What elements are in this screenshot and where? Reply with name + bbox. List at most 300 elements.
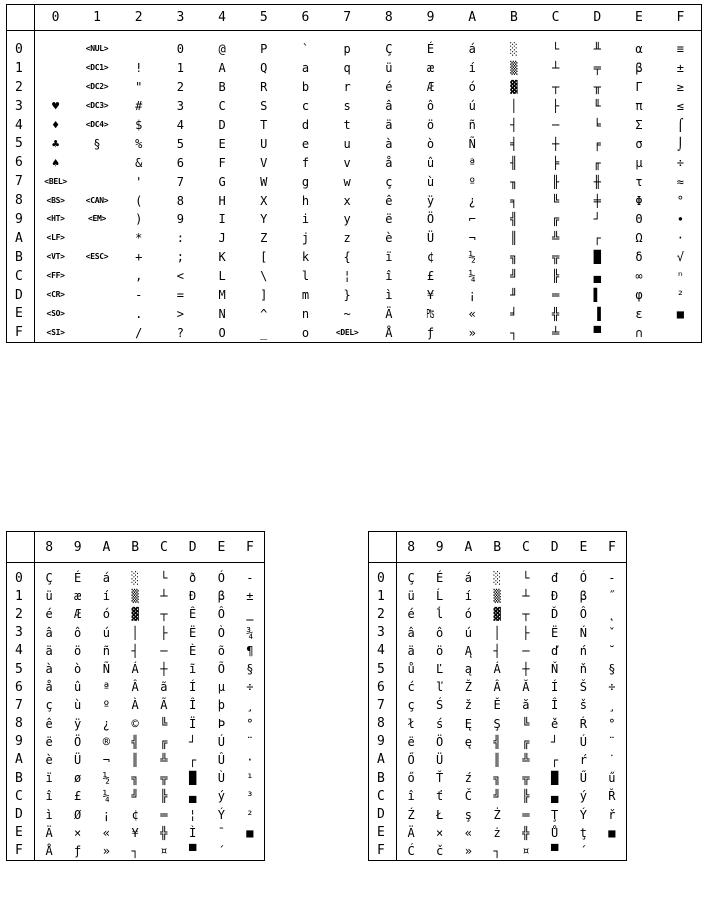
char-cell: ć: [407, 680, 415, 695]
char-cell: >: [176, 306, 185, 321]
char-cell: [598, 842, 627, 861]
char-cell: I: [218, 212, 226, 227]
char-cell: ): [135, 212, 143, 227]
char-cell: ŕ: [579, 752, 587, 767]
column-header: A: [454, 532, 483, 563]
table-row: [7, 210, 702, 229]
table-row: [369, 842, 627, 861]
corner-cell: [369, 532, 397, 563]
char-cell: ń: [579, 643, 587, 658]
char-cell: H: [218, 193, 226, 208]
table-row: [7, 59, 702, 78]
char-cell: O: [218, 325, 226, 340]
column-header: F: [660, 5, 702, 31]
char-cell: »: [102, 843, 110, 858]
char-cell: ▒: [131, 589, 139, 604]
char-cell: g: [301, 174, 310, 189]
char-cell: β: [635, 61, 643, 76]
row-header: 7: [369, 696, 397, 714]
char-cell: ╚: [551, 193, 560, 208]
char-cell: c: [301, 99, 310, 114]
table-row: [7, 116, 702, 135]
row-header: 4: [369, 642, 397, 660]
char-cell: x: [343, 193, 351, 208]
column-header: E: [569, 532, 598, 563]
char-cell: à: [385, 136, 393, 151]
char-cell: ˇ: [608, 625, 616, 640]
row-header: A: [7, 229, 35, 248]
char-cell: ˝: [608, 589, 616, 604]
table-row: [7, 642, 265, 660]
char-cell: %: [135, 136, 143, 151]
char-cell: ┌: [189, 752, 197, 767]
char-cell: ≥: [676, 80, 685, 95]
char-cell: ö: [436, 643, 444, 658]
char-cell: <ESC>: [85, 252, 109, 262]
char-cell: ': [135, 174, 143, 189]
char-cell: ¸: [246, 698, 254, 713]
char-cell: ╨: [593, 42, 601, 57]
char-cell: Ť: [436, 771, 444, 786]
char-cell: Ç: [45, 571, 53, 586]
char-cell: <: [176, 269, 185, 284]
char-cell: ˙: [608, 752, 616, 767]
char-cell: â: [385, 99, 393, 114]
column-header: 9: [63, 532, 92, 563]
char-cell: q: [343, 61, 351, 76]
char-cell: ╪: [593, 193, 601, 208]
table-row: [7, 824, 265, 842]
char-cell: ╫: [593, 174, 601, 189]
char-cell: Þ: [217, 716, 225, 731]
char-cell: Ń: [579, 625, 587, 640]
char-cell: ╗: [131, 771, 139, 786]
char-cell: E: [218, 136, 226, 151]
table-row: [7, 286, 702, 305]
char-cell: Ü: [74, 752, 82, 767]
char-cell: ╣: [131, 734, 139, 749]
char-cell: ▄: [551, 789, 559, 804]
char-cell: 9: [176, 212, 185, 227]
char-cell: Ě: [493, 698, 501, 713]
row-header: C: [369, 787, 397, 805]
char-cell: ┬: [551, 80, 560, 95]
char-cell: #: [135, 99, 143, 114]
char-cell: <DC1>: [85, 63, 109, 73]
char-cell: Ą: [464, 643, 472, 658]
char-cell: ø: [74, 771, 82, 786]
char-cell: !: [135, 61, 143, 76]
char-cell: <SO>: [46, 308, 65, 318]
char-cell: Æ: [426, 80, 435, 95]
char-cell: ý: [217, 789, 225, 804]
char-cell: ├: [160, 625, 168, 640]
char-cell: ¤: [160, 843, 168, 858]
header-row: [7, 5, 702, 31]
table-row: [369, 824, 627, 842]
char-cell: φ: [635, 288, 643, 303]
char-cell: Ţ: [551, 807, 559, 822]
char-cell: ×: [74, 825, 82, 840]
table-row: [369, 660, 627, 678]
char-cell: @: [218, 42, 226, 57]
char-cell: p: [343, 42, 351, 57]
column-header: B: [493, 5, 535, 31]
char-cell: è: [385, 231, 393, 246]
char-cell: â: [45, 625, 53, 640]
char-cell: (: [135, 193, 143, 208]
char-cell: ▌: [593, 288, 601, 303]
column-header: D: [540, 532, 569, 563]
char-cell: Ç: [385, 42, 393, 57]
column-header: E: [618, 5, 660, 31]
row-header: 6: [7, 678, 35, 696]
row-header: 1: [7, 587, 35, 605]
char-cell: n: [301, 306, 310, 321]
row-header: D: [7, 805, 35, 823]
char-cell: î: [385, 269, 393, 284]
char-cell: ─: [522, 643, 530, 658]
char-cell: ┬: [160, 607, 168, 622]
char-cell: Ü: [426, 231, 435, 246]
char-cell: ê: [385, 193, 393, 208]
char-cell: ─: [160, 643, 168, 658]
table-row: [7, 563, 265, 588]
char-cell: ╙: [593, 99, 601, 114]
char-cell: ó: [464, 607, 472, 622]
char-cell: m: [301, 288, 310, 303]
char-cell: æ: [74, 589, 82, 604]
char-cell: Ã: [160, 698, 168, 713]
table-row: [7, 323, 702, 342]
char-cell: Ú: [579, 734, 587, 749]
char-cell: ▀: [593, 325, 601, 340]
char-cell: .: [135, 306, 143, 321]
char-cell: β: [579, 589, 587, 604]
char-cell: ù: [426, 174, 435, 189]
char-cell: Ä: [45, 825, 53, 840]
char-cell: ╩: [160, 752, 168, 767]
char-cell: ■: [608, 825, 616, 840]
char-cell: [76, 304, 118, 323]
char-cell: <BS>: [46, 195, 65, 205]
char-cell: Â: [131, 680, 139, 695]
row-header: F: [7, 842, 35, 861]
char-cell: ê: [45, 716, 53, 731]
char-cell: ╤: [593, 61, 601, 76]
char-cell: ╕: [510, 193, 518, 208]
char-cell: [35, 31, 77, 59]
row-header: C: [7, 267, 35, 286]
char-cell: <CAN>: [85, 195, 109, 205]
code-page-table-a: [6, 531, 265, 861]
char-cell: Ñ: [102, 662, 110, 677]
char-cell: Õ: [217, 662, 225, 677]
char-cell: ┌: [551, 752, 559, 767]
char-cell: <SI>: [46, 327, 65, 337]
row-header: 6: [7, 153, 35, 172]
char-cell: ╗: [493, 771, 501, 786]
char-cell: ;: [176, 250, 185, 265]
char-cell: ╞: [551, 155, 560, 170]
char-cell: í: [468, 61, 476, 76]
char-cell: █: [593, 250, 601, 265]
char-cell: ĺ: [436, 607, 444, 622]
char-cell: [35, 78, 77, 97]
char-cell: █: [551, 771, 559, 786]
char-cell: å: [385, 155, 393, 170]
char-cell: Φ: [635, 193, 643, 208]
char-cell: ╧: [551, 325, 560, 340]
char-cell: +: [135, 250, 143, 265]
char-cell: █: [189, 771, 197, 786]
char-cell: Æ: [74, 607, 82, 622]
char-cell: ╣: [510, 212, 518, 227]
char-cell: ▓: [131, 607, 139, 622]
char-cell: ÷: [676, 155, 685, 170]
char-cell: Q: [260, 61, 268, 76]
char-cell: Đ: [551, 589, 559, 604]
char-cell: ˛: [608, 607, 616, 622]
char-cell: w: [343, 174, 351, 189]
char-cell: ƒ: [426, 325, 435, 340]
char-cell: √: [676, 250, 685, 265]
char-cell: ╠: [522, 789, 530, 804]
char-cell: č: [436, 843, 444, 858]
char-cell: Đ: [189, 589, 197, 604]
char-cell: ┼: [522, 662, 530, 677]
char-cell: ę: [464, 734, 472, 749]
char-cell: û: [74, 680, 82, 695]
char-cell: ▓: [493, 607, 501, 622]
char-cell: ┴: [160, 589, 168, 604]
table-row: [7, 751, 265, 769]
char-cell: ½: [468, 250, 476, 265]
char-cell: ≈: [676, 174, 685, 189]
char-cell: ∞: [635, 269, 643, 284]
char-cell: ε: [635, 306, 643, 321]
char-cell: í: [102, 589, 110, 604]
char-cell: <LF>: [46, 233, 65, 243]
char-cell: -: [246, 571, 254, 586]
char-cell: ©: [131, 716, 139, 731]
char-cell: τ: [635, 174, 643, 189]
char-cell: [76, 267, 118, 286]
char-cell: á: [468, 42, 476, 57]
char-cell: z: [343, 231, 351, 246]
char-cell: £: [426, 269, 435, 284]
char-cell: <DC3>: [85, 101, 109, 111]
char-cell: Î: [189, 698, 197, 713]
column-header: A: [451, 5, 493, 31]
char-cell: ╠: [551, 269, 560, 284]
char-cell: ♦: [51, 118, 60, 132]
char-cell: «: [102, 825, 110, 840]
char-cell: ╚: [160, 716, 168, 731]
row-header: E: [7, 824, 35, 842]
column-header: C: [150, 532, 179, 563]
char-cell: ş: [464, 807, 472, 822]
char-cell: ⌐: [468, 212, 476, 227]
char-cell: ½: [102, 771, 110, 786]
char-cell: Ü: [436, 752, 444, 767]
column-header: C: [535, 5, 577, 31]
char-cell: Ô: [217, 607, 225, 622]
char-cell: º: [102, 698, 110, 713]
char-cell: Ž: [464, 680, 472, 695]
row-header: A: [7, 751, 35, 769]
char-cell: ": [135, 80, 143, 95]
row-header: 2: [7, 78, 35, 97]
char-cell: ó: [102, 607, 110, 622]
char-cell: ô: [436, 625, 444, 640]
char-cell: \: [260, 269, 268, 284]
char-cell: é: [385, 80, 393, 95]
char-cell: S: [260, 99, 268, 114]
char-cell: ý: [579, 789, 587, 804]
char-cell: ô: [426, 99, 435, 114]
char-cell: ÿ: [74, 716, 82, 731]
char-cell: ╟: [551, 174, 560, 189]
corner-cell: [7, 532, 35, 563]
char-cell: ╬: [551, 306, 560, 321]
row-header: D: [369, 805, 397, 823]
char-cell: <NUL>: [85, 44, 109, 54]
char-cell: ²: [676, 288, 685, 303]
char-cell: ♥: [51, 99, 60, 114]
row-header: 5: [369, 660, 397, 678]
code-page-table-b: [368, 531, 627, 861]
row-header: B: [7, 248, 35, 267]
column-header: E: [207, 532, 236, 563]
char-cell: æ: [426, 61, 435, 76]
char-cell: ±: [246, 589, 254, 604]
char-cell: Ω: [635, 231, 643, 246]
table-row: [369, 715, 627, 733]
char-cell: ú: [102, 625, 110, 640]
char-cell: B: [218, 80, 226, 95]
table-row: [7, 696, 265, 714]
char-cell: ¤: [522, 843, 530, 858]
char-cell: ð: [189, 571, 197, 586]
char-cell: Č: [464, 789, 472, 804]
char-cell: i: [301, 212, 310, 227]
column-header: D: [576, 5, 618, 31]
char-cell: Ï: [189, 716, 197, 731]
char-cell: ô: [74, 625, 82, 640]
char-cell: Θ: [635, 212, 643, 227]
char-cell: ÷: [608, 680, 616, 695]
char-cell: C: [218, 99, 226, 114]
char-cell: ³: [246, 789, 254, 804]
char-cell: ╝: [131, 789, 139, 804]
char-cell: ç: [407, 698, 415, 713]
char-cell: °: [608, 716, 616, 731]
char-cell: Ø: [74, 807, 82, 822]
char-cell: j: [301, 231, 310, 246]
char-cell: µ: [217, 680, 225, 695]
char-cell: Ò: [217, 625, 225, 640]
corner-cell: [7, 5, 35, 31]
char-cell: ┤: [493, 643, 501, 658]
char-cell: Ň: [551, 662, 559, 677]
char-cell: │: [493, 625, 501, 640]
char-cell: V: [260, 155, 268, 170]
char-cell: <HT>: [46, 214, 65, 224]
row-header: 0: [7, 31, 35, 59]
char-cell: Ý: [217, 807, 225, 822]
char-cell: &: [135, 155, 143, 170]
char-cell: ·: [246, 752, 254, 767]
char-cell: Ř: [608, 789, 616, 804]
char-cell: ü: [385, 61, 393, 76]
char-cell: ├: [522, 625, 530, 640]
char-cell: ┤: [131, 643, 139, 658]
char-cell: Γ: [635, 80, 643, 95]
char-cell: <DC4>: [85, 120, 109, 129]
char-cell: º: [468, 174, 476, 189]
table-row: [7, 229, 702, 248]
char-cell: õ: [217, 643, 225, 658]
char-cell: Ý: [579, 807, 587, 822]
table-row: [369, 733, 627, 751]
char-cell: ╘: [593, 118, 601, 132]
char-cell: Í: [189, 680, 197, 695]
table-row: [7, 787, 265, 805]
table-row: [7, 248, 702, 267]
table-row: [7, 733, 265, 751]
char-cell: [76, 172, 118, 191]
char-cell: î: [407, 789, 415, 804]
row-header: F: [7, 323, 35, 342]
char-cell: <CR>: [46, 290, 65, 300]
char-cell: ▐: [593, 306, 601, 321]
row-header: 2: [7, 605, 35, 623]
table-row: [7, 78, 702, 97]
char-cell: ì: [45, 807, 53, 822]
code-page-table-main: [6, 4, 702, 343]
char-cell: ║: [131, 752, 139, 767]
char-cell: [236, 842, 265, 861]
char-cell: ▄: [189, 789, 197, 804]
char-cell: Ö: [426, 212, 435, 227]
char-cell: Ì: [189, 825, 197, 840]
char-cell: ¼: [468, 269, 476, 284]
char-cell: 3: [176, 99, 185, 114]
char-cell: $: [135, 118, 143, 132]
char-cell: 8: [176, 193, 185, 208]
char-cell: <BEL>: [44, 176, 67, 186]
char-cell: Ö: [436, 734, 444, 749]
char-cell: ţ: [579, 825, 587, 840]
char-cell: v: [343, 155, 351, 170]
char-cell: }: [343, 288, 351, 303]
char-cell: ±: [676, 61, 685, 76]
char-cell: ×: [436, 825, 444, 840]
char-cell: å: [45, 680, 53, 695]
char-cell: §: [608, 662, 616, 677]
table-row: [7, 769, 265, 787]
row-header: 3: [7, 624, 35, 642]
row-header: E: [369, 824, 397, 842]
char-cell: W: [260, 174, 268, 189]
char-cell: ╖: [510, 174, 518, 189]
char-cell: ¡: [102, 807, 110, 822]
char-cell: è: [45, 752, 53, 767]
row-header: 1: [7, 59, 35, 78]
char-cell: ç: [45, 698, 53, 713]
column-header: F: [236, 532, 265, 563]
